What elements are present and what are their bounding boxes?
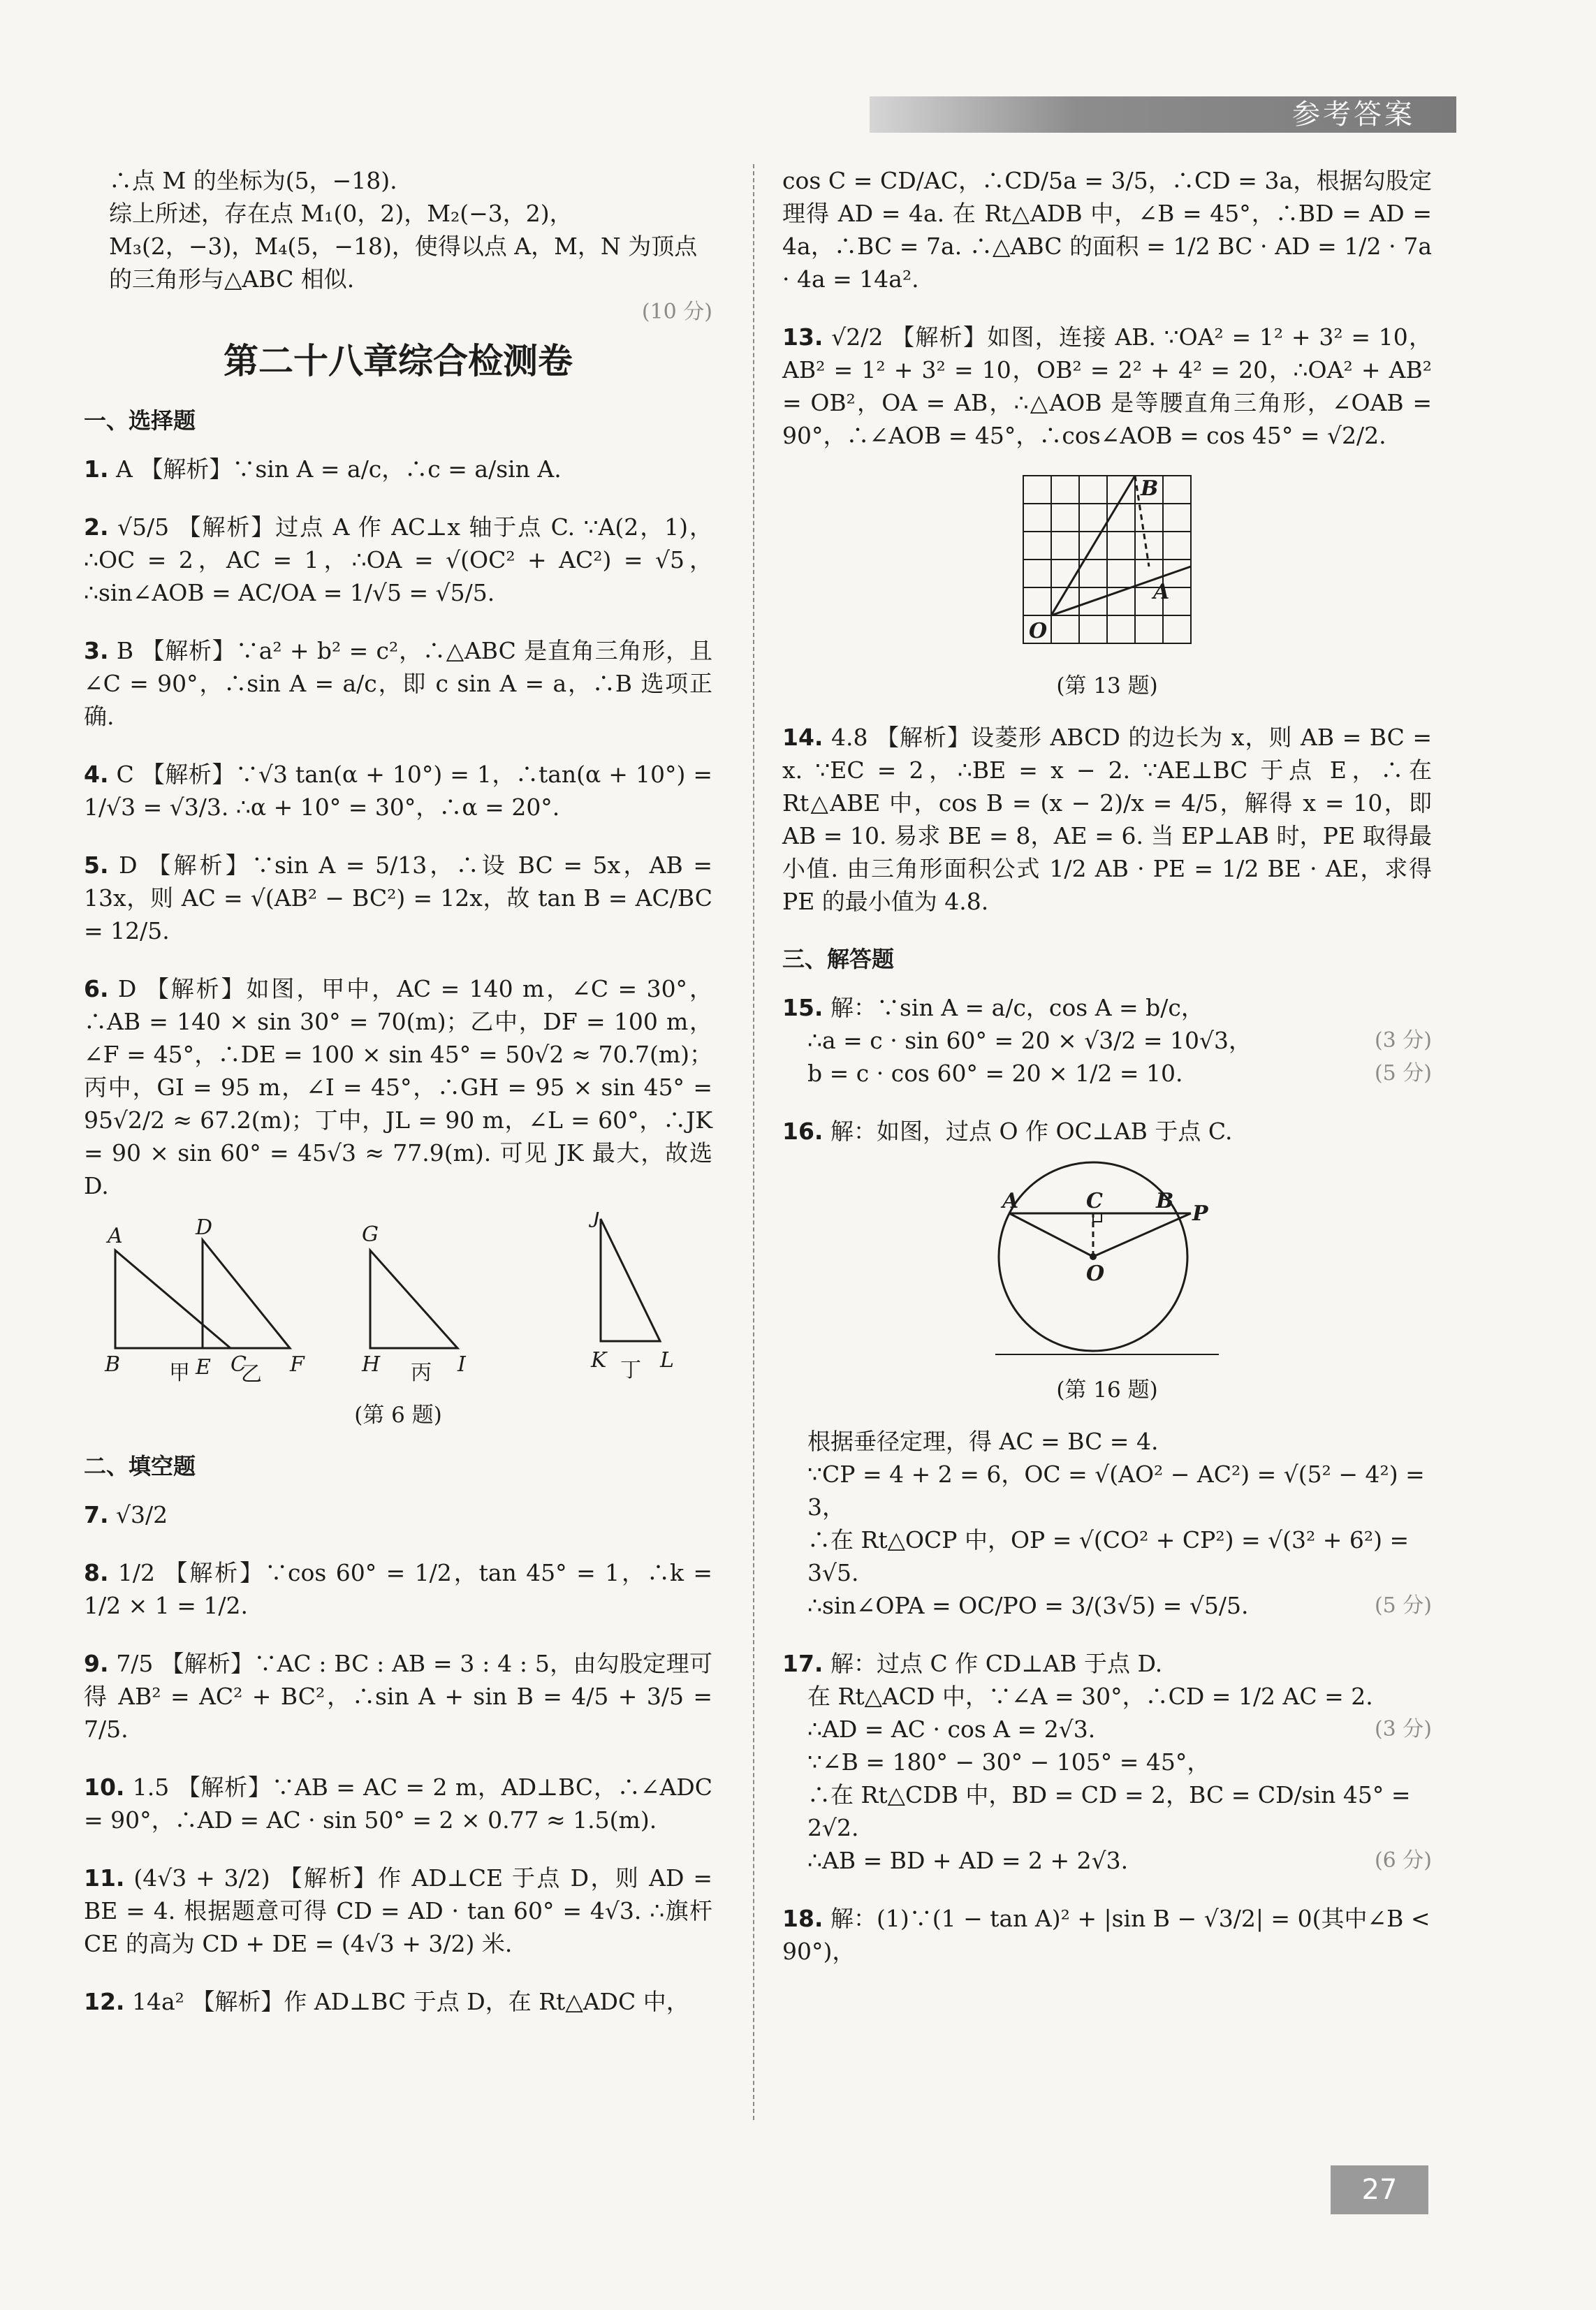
- answer-16-line-4: ∴在 Rt△OCP 中，OP = √(CO² + CP²) = √(3² + 6²) = 3√5.: [807, 1526, 1410, 1586]
- fig16-label-B: B: [1156, 1189, 1174, 1213]
- figure-6-triangles: [91, 1212, 705, 1387]
- fig6-label-B: B: [105, 1352, 121, 1377]
- answer-16-line-2: 根据垂径定理，得 AC = BC = 4.: [807, 1428, 1159, 1455]
- answer-17-line-1: 17. 解：过点 C 作 CD⊥AB 于点 D.: [782, 1650, 1163, 1677]
- answer-17-line-3: ∴AD = AC · cos A = 2√3. (3 分): [782, 1713, 1432, 1746]
- fig6-name-jia: 甲: [169, 1361, 190, 1385]
- answer-15-line-2: ∴a = c · sin 60° = 20 × √3/2 = 10√3， (3 分): [782, 1024, 1432, 1057]
- fig13-label-B: B: [1141, 476, 1159, 501]
- fig6-label-G: G: [362, 1222, 379, 1247]
- answer-16-line-5: ∴sin∠OPA = OC/PO = 3/(3√5) = √5/5. (5 分): [782, 1589, 1432, 1622]
- answer-17-line-4: ∵∠B = 180° − 30° − 105° = 45°，: [807, 1748, 1210, 1776]
- chapter-title: 第二十八章综合检测卷: [224, 341, 573, 381]
- figure-13-caption: (第 13 题): [1056, 673, 1158, 699]
- answer-17-line-6: ∴AB = BD + AD = 2 + 2√3. (6 分): [782, 1844, 1432, 1877]
- column-divider: [753, 164, 754, 2120]
- fig6-label-E: E: [196, 1355, 211, 1380]
- figure-13: [782, 462, 1432, 703]
- fig16-label-C: C: [1086, 1189, 1103, 1213]
- answer-13: 13. √2/2 【解析】如图，连接 AB. ∵OA² = 1² + 3² = 10，AB² = 1² + 3² = 10，OB² = 2² + 4² = 20，∴OA² + AB² = OB²，OA = AB，∴△AOB 是等腰直角三角形，∠OAB = 90°，∴∠AOB = 45°，∴cos∠AOB = cos 45° = √2/2.: [782, 323, 1432, 449]
- figure-16-circle: [988, 1152, 1226, 1361]
- figure-16: [782, 1152, 1432, 1407]
- header-title: 参考答案: [1292, 98, 1415, 131]
- answer-5: 5. D 【解析】∵sin A = 5/13，∴设 BC = 5x，AB = 13x，则 AC = √(AB² − BC²) = 12x，故 tan B = AC/BC = 12/5.: [84, 851, 712, 944]
- section-choice: 一、选择题: [84, 407, 196, 434]
- intro-score: (10 分): [641, 300, 712, 324]
- fig6-name-ding: 丁: [620, 1358, 641, 1382]
- right-column: [782, 164, 1432, 1968]
- fig6-label-L: L: [660, 1348, 674, 1373]
- answer-10: 10. 1.5 【解析】∵AB = AC = 2 m，AD⊥BC，∴∠ADC = 90°，∴AD = AC · sin 50° = 2 × 0.77 ≈ 1.5(m).: [84, 1774, 712, 1834]
- answer-3: 3. B 【解析】∵a² + b² = c²，∴△ABC 是直角三角形，且∠C = 90°，∴sin A = a/c，即 c sin A = a，∴B 选项正确.: [84, 637, 712, 730]
- answer-17-line-2: 在 Rt△ACD 中，∵∠A = 30°，∴CD = 1/2 AC = 2.: [807, 1683, 1373, 1710]
- answer-9: 9. 7/5 【解析】∵AC : BC : AB = 3 : 4 : 5，由勾股定理可得 AB² = AC² + BC²，∴sin A + sin B = 4/5 + 3/5 = 7/5.: [84, 1650, 712, 1743]
- fig16-label-O: O: [1086, 1262, 1105, 1286]
- fig6-label-I: I: [457, 1352, 466, 1377]
- fig16-label-A: A: [1002, 1189, 1019, 1213]
- figure-6-caption: (第 6 题): [354, 1403, 442, 1428]
- answer-6: 6. D 【解析】如图，甲中，AC = 140 m，∠C = 30°，∴AB = 140 × sin 30° = 70(m)；乙中，DF = 100 m，∠F = 45°，∴DE = 100 × sin 45° = 50√2 ≈ 70.7(m)；丙中，GI = 95 m，∠I = 45°，∴GH = 95 × sin 45° = 95√2/2 ≈ 67.2(m)；丁中，JL = 90 m，∠L = 60°，∴JK = 90 × sin 60° = 45√3 ≈ 77.9(m). 可见 JK 最大，故选 D.: [84, 975, 712, 1199]
- page-number: 27: [1331, 2165, 1428, 2214]
- answer-18: 18. 解：(1)∵(1 − tan A)² + |sin B − √3/2| = 0(其中∠B < 90°)，: [782, 1905, 1430, 1965]
- fig13-label-O: O: [1029, 619, 1048, 643]
- fig6-name-bing: 丙: [411, 1361, 432, 1385]
- section-fill: 二、填空题: [84, 1453, 196, 1479]
- answer-17-score-2: (6 分): [1374, 1848, 1432, 1873]
- fig6-label-F: F: [290, 1352, 305, 1377]
- answer-12-continued: cos C = CD/AC，∴CD/5a = 3/5，∴CD = 3a，根据勾股定理得 AD = 4a. 在 Rt△ADB 中，∠B = 45°，∴BD = AD = 4a，∴BC = 7a. ∴△ABC 的面积 = 1/2 BC · AD = 1/2 · 7a · 4a = 14a².: [782, 167, 1432, 293]
- fig16-label-P: P: [1192, 1201, 1208, 1226]
- answer-1: 1. A 【解析】∵sin A = a/c，∴c = a/sin A.: [84, 455, 562, 483]
- intro-line-1: ∴点 M 的坐标为(5，−18).: [109, 167, 397, 194]
- answer-16-line-1: 16. 解：如图，过点 O 作 OC⊥AB 于点 C.: [782, 1118, 1233, 1145]
- fig6-label-J: J: [592, 1212, 601, 1229]
- fig6-label-A: A: [108, 1224, 123, 1248]
- answer-16-line-3: ∵CP = 4 + 2 = 6，OC = √(AO² − AC²) = √(5² − 4²) = 3，: [807, 1461, 1425, 1521]
- answer-15-line-1: 15. 解：∵sin A = a/c，cos A = b/c，: [782, 994, 1204, 1021]
- fig6-label-K: K: [591, 1348, 607, 1373]
- fig6-label-C: C: [230, 1352, 247, 1377]
- left-column: [84, 164, 712, 2043]
- answer-17-line-5: ∴在 Rt△CDB 中，BD = CD = 2，BC = CD/sin 45° = 2√2.: [807, 1781, 1411, 1841]
- intro-line-2: 综上所述，存在点 M₁(0，2)，M₂(−3，2)，M₃(2，−3)，M₄(5，−18)，使得以点 A，M，N 为顶点的三角形与△ABC 相似.: [109, 200, 698, 293]
- fig6-name-yi: 乙: [241, 1362, 262, 1387]
- fig6-label-D: D: [196, 1215, 213, 1240]
- answer-15-score-1: (3 分): [1374, 1028, 1432, 1053]
- answer-15-score-2: (5 分): [1374, 1061, 1432, 1085]
- answer-14: 14. 4.8 【解析】设菱形 ABCD 的边长为 x，则 AB = BC = x. ∵EC = 2，∴BE = x − 2. ∵AE⊥BC 于点 E，∴在 Rt△ABE 中，cos B = (x − 2)/x = 4/5，解得 x = 10，即 AB = 10. 易求 BE = 8，AE = 6. 当 EP⊥AB 时，PE 取得最小值. 由三角形面积公式 1/2 AB · PE = 1/2 BE · AE，求得 PE 的最小值为 4.8.: [782, 724, 1432, 915]
- answer-15-line-3: b = c · cos 60° = 20 × 1/2 = 10. (5 分): [782, 1057, 1432, 1090]
- figure-6: [84, 1212, 712, 1432]
- answer-4: 4. C 【解析】∵√3 tan(α + 10°) = 1，∴tan(α + 10°) = 1/√3 = √3/3. ∴α + 10° = 30°，∴α = 20°.: [84, 761, 712, 821]
- fig13-label-A: A: [1153, 580, 1170, 604]
- answer-12: 12. 14a² 【解析】作 AD⊥BC 于点 D，在 Rt△ADC 中，: [84, 1988, 689, 2015]
- figure-16-caption: (第 16 题): [1056, 1377, 1158, 1403]
- fig6-label-H: H: [362, 1352, 381, 1377]
- answer-17-score-1: (3 分): [1374, 1717, 1432, 1741]
- section-solution: 三、解答题: [782, 946, 895, 972]
- answer-2: 2. √5/5 【解析】过点 A 作 AC⊥x 轴于点 C. ∵A(2，1)，∴OC = 2，AC = 1，∴OA = √(OC² + AC²) = √5，∴sin∠AOB = AC/OA = 1/√5 = √5/5.: [84, 513, 712, 606]
- figure-13-grid: [1009, 462, 1205, 657]
- answer-8: 8. 1/2 【解析】∵cos 60° = 1/2，tan 45° = 1，∴k = 1/2 × 1 = 1/2.: [84, 1559, 712, 1619]
- answer-11: 11. (4√3 + 3/2) 【解析】作 AD⊥CE 于点 D，则 AD = BE = 4. 根据题意可得 CD = AD · tan 60° = 4√3. ∴旗杆 CE 的高为 CD + DE = (4√3 + 3/2) 米.: [84, 1864, 712, 1957]
- answer-7: 7. √3/2: [84, 1501, 168, 1528]
- answer-16-score: (5 分): [1374, 1593, 1432, 1618]
